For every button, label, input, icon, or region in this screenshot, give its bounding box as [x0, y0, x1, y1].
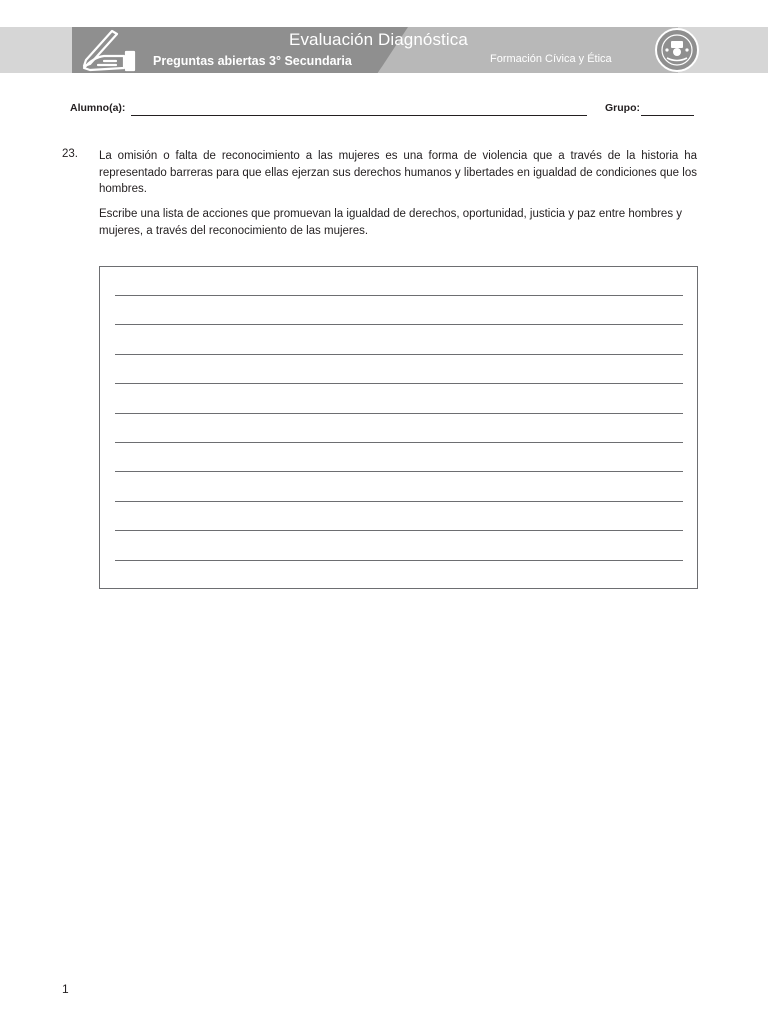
- answer-line[interactable]: [115, 413, 683, 414]
- student-name-label: Alumno(a):: [70, 102, 126, 114]
- school-seal-icon: [654, 27, 700, 73]
- answer-line[interactable]: [115, 295, 683, 296]
- group-label: Grupo:: [605, 102, 640, 114]
- answer-line[interactable]: [115, 530, 683, 531]
- answer-line[interactable]: [115, 471, 683, 472]
- header-title: Evaluación Diagnóstica: [289, 30, 468, 49]
- answer-line[interactable]: [115, 442, 683, 443]
- header-subtitle: Preguntas abiertas 3° Secundaria: [153, 54, 352, 68]
- student-name-field[interactable]: [131, 115, 587, 116]
- answer-line[interactable]: [115, 560, 683, 561]
- question-instruction: Escribe una lista de acciones que promuevan la igualdad de derechos, oportunidad, justicia y paz entre hombres y mujeres, a través del reconocimiento de las mujeres.: [99, 208, 683, 237]
- group-field[interactable]: [641, 115, 694, 116]
- writing-hand-icon: [76, 28, 140, 72]
- question-number: 23.: [62, 148, 78, 160]
- header-subject: Formación Cívica y Ética: [490, 53, 612, 65]
- question-text: La omisión o falta de reconocimiento a las mujeres es una forma de violencia que a través de la historia ha representado barreras para que ellas ejerzan sus derechos humanos y libertades en igualdad de condiciones que los hombres.: [99, 150, 697, 195]
- answer-box[interactable]: [99, 266, 698, 589]
- answer-line[interactable]: [115, 324, 683, 325]
- page-number: 1: [62, 982, 69, 996]
- answer-line[interactable]: [115, 501, 683, 502]
- answer-line[interactable]: [115, 383, 683, 384]
- answer-line[interactable]: [115, 354, 683, 355]
